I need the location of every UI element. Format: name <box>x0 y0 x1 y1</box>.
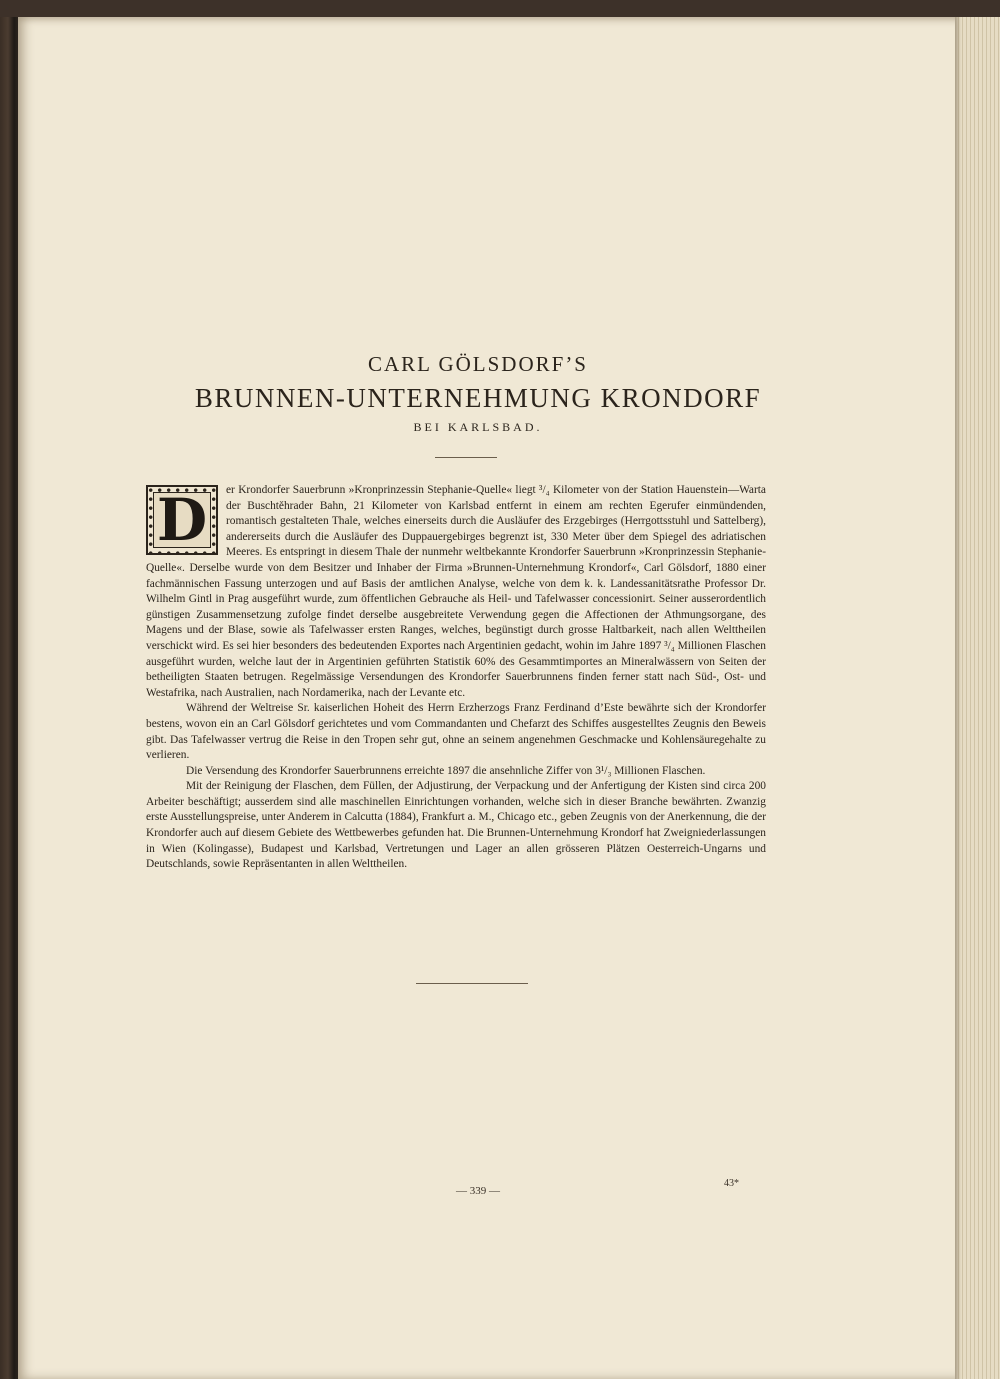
paragraph-1-text: er Krondorfer Sauerbrunn »Kronprinzessin Stephanie-Quelle« liegt ³/₄ Kilometer von der Station Hauenstein—Warta der Buschtěhrader Bahn, 21 Kilometer von Karlsbad entfernt in einem am rechten Egerufer einmündenden, romantisch gestalteten Thale, welches einerseits durch die Ausläufer des Erzgebirges (Herrgottsstuhl und Sattelberg), andererseits durch die Ausläufer des Duppauergebirges begrenzt ist, 330 Meter über dem Spiegel des adriatischen Meeres. Es entspringt in diesem Thale der nunmehr weltbekannte Krondorfer Sauerbrunn »Kronprinzessin Stephanie-Quelle«. Derselbe wurde von dem Besitzer und Inhaber der Firma »Brunnen-Unternehmung Krondorf«, Carl Gölsdorf, 1880 einer fachmännischen Fassung unterzogen und auf Basis der amtlichen Analyse, welche von dem k. k. Landessanitätsrathe Professor Dr. Wilhelm Gintl in Prag ausgeführt wurde, zum öffentlichen Gebrauche als Heil- und Tafelwasser concessionirt. Seiner ausserordentlich günstigen Zusammensetzung zufolge findet derselbe ausgebreitete Verwendung gegen die Affectionen der Athmungsorgane, des Magens und der Blase, sowie als Tafelwasser ersten Ranges, welches, begünstigt durch grosse Haltbarkeit, nach allen Welttheilen verschickt wird. Es sei hier besonders des bedeutenden Exportes nach Argentinien gedacht, wohin im Jahre 1897 ³/₄ Millionen Flaschen ausgeführt wurden, welche laut der in Argentinien geführten Statistik 60% des Gesammtimportes an Mineralwässern von Seiten der betheiligten Staaten betrugen. Regelmässige Versendungen des Krondorfer Sauerbrunnens finden ferner statt nach Süd-, Ost- und Westafrika, nach Australien, nach Nordamerika, nach der Levante etc. <box>146 484 766 699</box>
title-divider <box>435 457 497 458</box>
paragraph-1 <box>146 483 766 701</box>
page-number: — 339 — <box>456 1185 500 1197</box>
initial-frame <box>153 486 211 554</box>
initial-letter: D <box>156 486 208 554</box>
title-company: BRUNNEN-UNTERNEHMUNG KRONDORF <box>194 383 762 413</box>
book-page <box>18 17 960 1379</box>
decorated-initial <box>146 485 218 555</box>
sheet-signature: 43* <box>724 1178 739 1189</box>
paragraph-2: Während der Weltreise Sr. kaiserlichen Hoheit des Herrn Erzherzogs Franz Ferdinand d’Este bewährte sich der Krondorfer bestens, wovon ein an Carl Gölsdorf gerichtetes und vom Commandanten und Chefarzt des Schiffes ausgestelltes Zeugnis den Beweis gibt. Das Tafelwasser vertrug die Reise in den Tropen sehr gut, ohne an seinem angenehmen Geschmacke und Kohlensäuregehalte zu verlieren. <box>146 702 766 762</box>
paragraph-4: Mit der Reinigung der Flaschen, dem Füllen, der Adjustirung, der Verpackung und der Anfertigung der Kisten sind circa 200 Arbeiter beschäftigt; ausserdem sind alle maschinellen Einrichtungen vorhanden, welche sich in dieser Branche bewährten. Zwanzig erste Ausstellungspreise, unter Anderem in Calcutta (1884), Frankfurt a. M., Chicago etc., geben Zeugnis von der Anerkennung, die der Krondorfer auch auf diesem Gebiete des Wettbewerbes gefunden hat. Die Brunnen-Unternehmung Krondorf hat Zweigniederlassungen in Wien (Kolingasse), Budapest und Karlsbad, Vertretungen und Lager an allen grösseren Plätzen Oesterreich-Ungarns und Deutschlands, sowie Repräsentanten in allen Welttheilen. <box>146 780 766 871</box>
page-stack-edge <box>955 17 1000 1379</box>
title-owner: CARL GÖLSDORF’S <box>367 352 588 376</box>
scan-top-edge <box>0 0 1000 17</box>
closing-divider <box>416 983 528 984</box>
title-location: BEI KARLSBAD. <box>413 420 543 434</box>
article-body <box>146 483 766 873</box>
paragraph-3: Die Versendung des Krondorfer Sauerbrunnens erreichte 1897 die ansehnliche Ziffer von 3¹/₃ Millionen Flaschen. <box>186 764 706 777</box>
